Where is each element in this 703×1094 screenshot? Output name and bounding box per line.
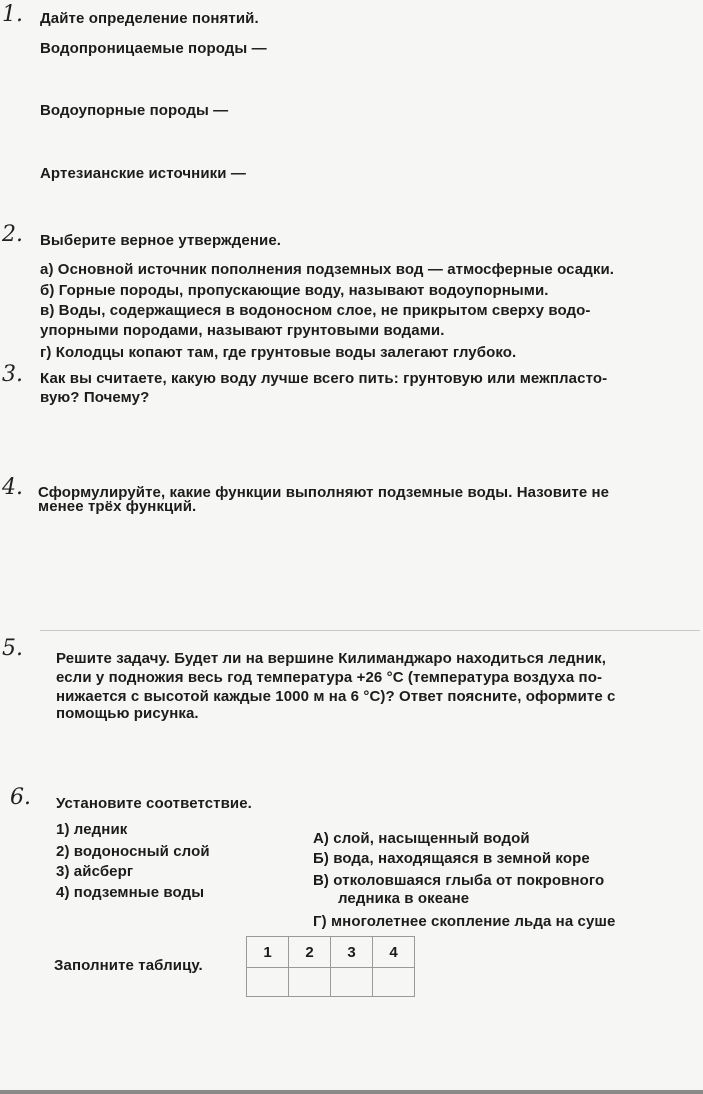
q6-left-item-1: 1) ледник xyxy=(56,821,128,838)
q4-number: 4. xyxy=(2,475,23,500)
q3-number: 3. xyxy=(2,362,23,387)
q1-term-artesian: Артезианские источники — xyxy=(40,165,246,182)
answer-header-2: 2 xyxy=(289,937,331,968)
q5-text-line1: Решите задачу. Будет ли на вершине Килиманджаро находиться ледник, xyxy=(56,650,607,667)
answer-table-header-row xyxy=(247,937,415,968)
q5-number: 5. xyxy=(2,636,23,661)
q3-text-line2: вую? Почему? xyxy=(40,389,150,406)
answer-header-1: 1 xyxy=(247,937,289,968)
q6-fill-table-label: Заполните таблицу. xyxy=(54,957,203,974)
answer-cell-2[interactable] xyxy=(289,968,331,997)
q2-option-d: г) Колодцы копают там, где грунтовые воды залегают глубоко. xyxy=(40,344,517,361)
q6-right-item-d: Г) многолетнее скопление льда на суше xyxy=(313,913,616,930)
q1-term-impermeable: Водоупорные породы — xyxy=(40,102,229,119)
answer-header-4: 4 xyxy=(373,937,415,968)
q4-text-line1: Сформулируйте, какие функции выполняют подземные воды. Назовите не xyxy=(38,484,610,501)
q5-text-line3: нижается с высотой каждые 1000 м на 6 °С)? Ответ поясните, оформите с xyxy=(56,688,616,705)
q6-number: 6. xyxy=(10,785,31,810)
answer-cell-1[interactable] xyxy=(247,968,289,997)
q6-right-item-c: В) отколовшаяся глыба от покровного xyxy=(313,872,605,889)
q1-term-permeable: Водопроницаемые породы — xyxy=(40,40,267,57)
q6-left-item-4: 4) подземные воды xyxy=(56,884,205,901)
q6-title: Установите соответствие. xyxy=(56,795,252,812)
q3-text-line1: Как вы считаете, какую воду лучше всего пить: грунтовую или межпласто- xyxy=(40,370,608,387)
q2-number: 2. xyxy=(2,222,23,247)
q6-answer-table xyxy=(246,936,415,997)
page-bottom-edge xyxy=(0,1090,703,1094)
q4-answer-divider xyxy=(40,630,700,631)
q2-option-a: а) Основной источник пополнения подземных вод — атмосферные осадки. xyxy=(40,261,615,278)
answer-cell-4[interactable] xyxy=(373,968,415,997)
q2-title: Выберите верное утверждение. xyxy=(40,232,282,249)
q2-option-c: в) Воды, содержащиеся в водоносном слое, не прикрытом сверху водо- xyxy=(40,302,591,319)
q2-option-b: б) Горные породы, пропускающие воду, называют водоупорными. xyxy=(40,282,549,299)
q6-right-item-b: Б) вода, находящаяся в земной коре xyxy=(313,850,590,867)
q6-left-item-3: 3) айсберг xyxy=(56,863,134,880)
q1-number: 1. xyxy=(2,2,23,27)
q5-text-line2: если у подножия весь год температура +26 °С (температура воздуха по- xyxy=(56,669,603,686)
answer-table-input-row xyxy=(247,968,415,997)
q6-right-item-c-continued: ледника в океане xyxy=(338,890,470,907)
q6-left-item-2: 2) водоносный слой xyxy=(56,843,210,860)
answer-header-3: 3 xyxy=(331,937,373,968)
q1-title: Дайте определение понятий. xyxy=(40,10,259,27)
q5-text-line4: помощью рисунка. xyxy=(56,705,199,722)
q6-right-item-a: А) слой, насыщенный водой xyxy=(313,830,530,847)
answer-cell-3[interactable] xyxy=(331,968,373,997)
q4-text-line2: менее трёх функций. xyxy=(38,498,197,515)
q2-option-c-continued: упорными породами, называют грунтовыми водами. xyxy=(40,322,445,339)
